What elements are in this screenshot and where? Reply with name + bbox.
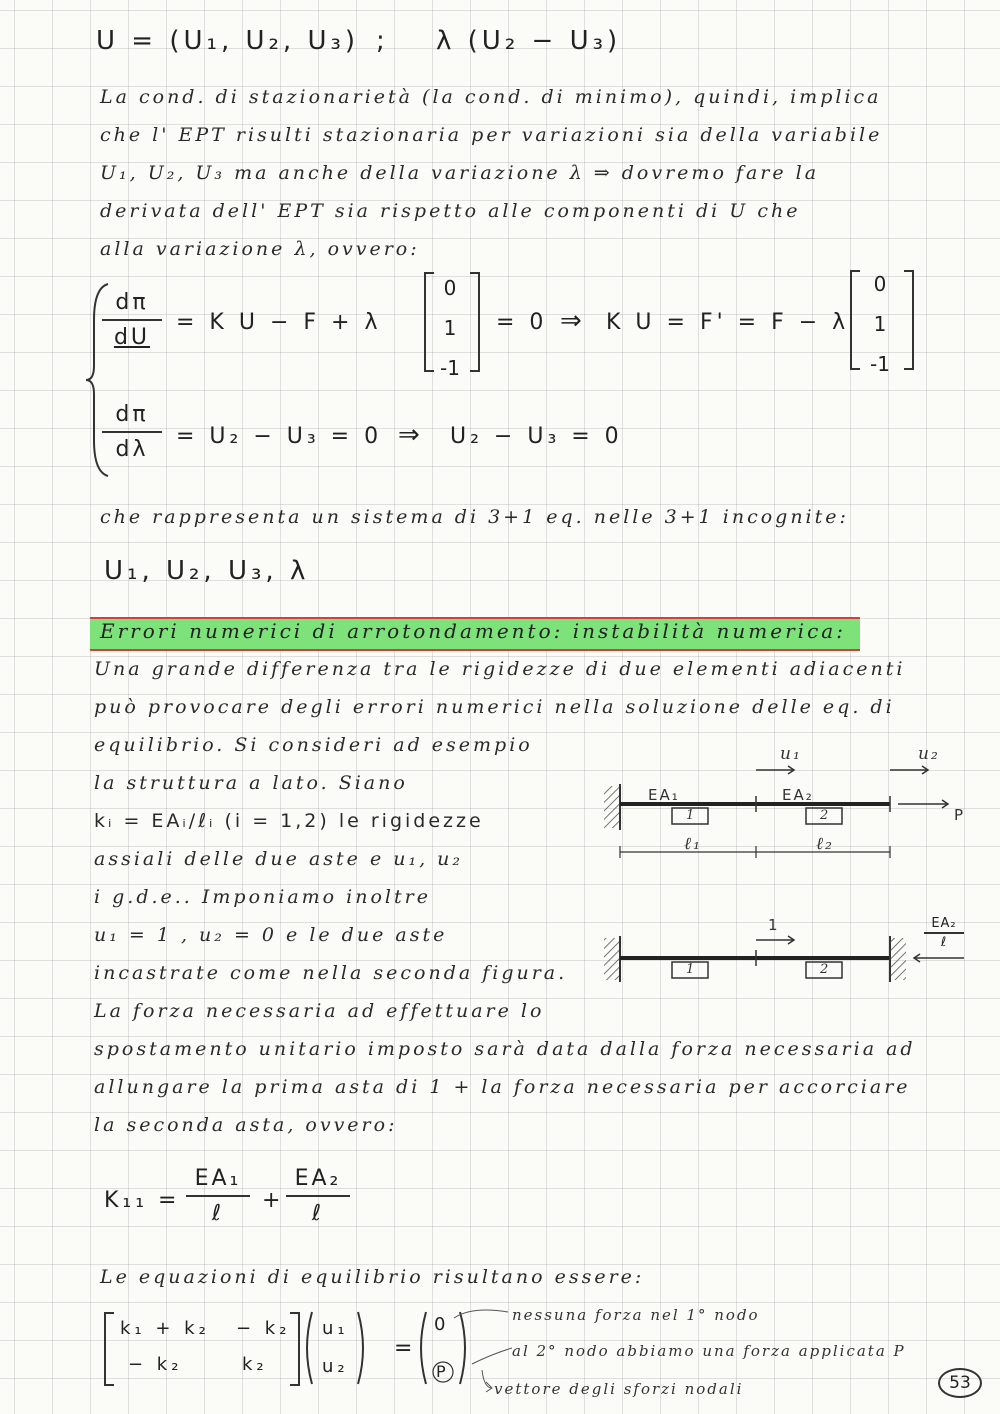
- fig1-l1-label: ℓ₁: [684, 834, 702, 854]
- fig1-l2-label: ℓ₂: [816, 834, 834, 854]
- fig2-elem2-label: 2: [820, 962, 831, 977]
- constraint-vector-2: 0 1 -1: [870, 272, 890, 376]
- f-vector-2: P: [436, 1362, 450, 1381]
- fig1-ea1-label: EA₁: [648, 786, 680, 804]
- page-number: 53: [938, 1368, 982, 1398]
- fig1-elem1-label: 1: [686, 808, 697, 823]
- text-line: alla variazione λ, ovvero:: [100, 238, 420, 260]
- fig2-elem1-label: 1: [686, 962, 697, 977]
- vector-definition: U = (U₁, U₂, U₃): [96, 26, 360, 56]
- text-line: La cond. di stazionarietà (la cond. di minimo), quindi, implica: [100, 86, 882, 108]
- eq2-lhs-fraction: dπ dλ: [102, 402, 162, 462]
- eq1-equals-zero: = 0: [496, 310, 548, 335]
- constraint-vector: 0 1 -1: [440, 276, 460, 380]
- matrix-m11: k₁ + k₂: [120, 1318, 210, 1339]
- matrix-m12: − k₂: [236, 1318, 291, 1339]
- k11-equals: =: [158, 1188, 181, 1213]
- fig1-u2-label: u₂: [918, 744, 940, 764]
- text-line: derivata dell' EPT sia rispetto alle componenti di U che: [100, 200, 801, 222]
- text-line: equilibrio. Si consideri ad esempio: [94, 734, 533, 756]
- constraint-term: λ (U₂ − U₃): [436, 26, 622, 56]
- fig1-u1-label: u₁: [780, 744, 802, 764]
- eq2-result: U₂ − U₃ = 0: [450, 424, 623, 449]
- fig1-ea2-label: EA₂: [782, 786, 814, 804]
- fig2-force-fraction: EA₂ ℓ: [924, 916, 964, 950]
- k11-plus: +: [262, 1188, 285, 1213]
- section-title: Errori numerici di arrotondamento: instabilità numerica:: [100, 619, 846, 643]
- text-line: che l' EPT risulti stazionaria per variazioni sia della variabile: [100, 124, 883, 146]
- text-line: Una grande differenza tra le rigidezze di due elementi adiacenti: [94, 658, 906, 680]
- text-line: allungare la prima asta di 1 + la forza necessaria per accorciare: [94, 1076, 911, 1098]
- annotation-node2: al 2° nodo abbiamo una forza applicata P: [512, 1342, 906, 1360]
- vec2-left-bracket: [850, 270, 860, 370]
- fig1-load-label: P: [954, 806, 966, 824]
- separator: ;: [376, 26, 389, 56]
- annotation-node1: nessuna forza nel 1° nodo: [512, 1306, 760, 1324]
- text-line: può provocare degli errori numerici nella soluzione delle eq. di: [94, 696, 895, 718]
- eq2-rhs: = U₂ − U₃ = 0: [176, 424, 383, 449]
- u-vector-1: u₁: [322, 1318, 349, 1339]
- eq1-lhs-fraction: dπ dU: [102, 290, 162, 350]
- fig1-elem2-label: 2: [820, 808, 831, 823]
- text-line: U₁, U₂, U₃ ma anche della variazione λ ⇒ dovremo fare la: [100, 162, 820, 184]
- vec2-right-bracket: [904, 270, 914, 370]
- matrix-m22: k₂: [242, 1354, 268, 1375]
- annotation-force-vector: vettore degli sforzi nodali: [494, 1380, 744, 1398]
- k11-term-1: EA₁ ℓ: [186, 1166, 250, 1226]
- text-line: la struttura a lato. Siano: [94, 772, 408, 794]
- matrix-right-bracket: [290, 1312, 300, 1386]
- implies-arrow-2: ⇒: [398, 420, 424, 450]
- implies-arrow: ⇒: [560, 306, 586, 336]
- figure-2-structure: [598, 920, 978, 1000]
- text-line: la seconda asta, ovvero:: [94, 1114, 398, 1136]
- text-line: kᵢ = EAᵢ/ℓᵢ (i = 1,2) le rigidezze: [94, 810, 484, 832]
- matrix-left-bracket: [104, 1312, 114, 1386]
- text-line: i g.d.e.. Imponiamo inoltre: [94, 886, 431, 908]
- eq1-result: K U = F' = F − λ: [606, 310, 850, 335]
- text-line: u₁ = 1 , u₂ = 0 e le due aste: [94, 924, 448, 946]
- text-line: spostamento unitario imposto sarà data dalla forza necessaria ad: [94, 1038, 916, 1060]
- k11-lhs: K₁₁: [104, 1188, 149, 1213]
- text-line: che rappresenta un sistema di 3+1 eq. nelle 3+1 incognite:: [100, 506, 849, 528]
- text-line: La forza necessaria ad effettuare lo: [94, 1000, 545, 1022]
- matrix-equals: =: [394, 1336, 417, 1361]
- vec1-right-bracket: [470, 272, 480, 372]
- text-line: incastrate come nella seconda figura.: [94, 962, 568, 984]
- f-vector-1: 0: [434, 1314, 450, 1335]
- fig2-disp-label: 1: [768, 916, 780, 934]
- u-vector-2: u₂: [322, 1356, 349, 1377]
- unknowns-list: U₁, U₂, U₃, λ: [104, 556, 310, 586]
- matrix-m21: − k₂: [128, 1354, 183, 1375]
- eq1-rhs: = K U − F + λ: [176, 310, 382, 335]
- k11-term-2: EA₂ ℓ: [286, 1166, 350, 1226]
- text-line: Le equazioni di equilibrio risultano essere:: [100, 1266, 645, 1288]
- text-line: assiali delle due aste e u₁, u₂: [94, 848, 464, 870]
